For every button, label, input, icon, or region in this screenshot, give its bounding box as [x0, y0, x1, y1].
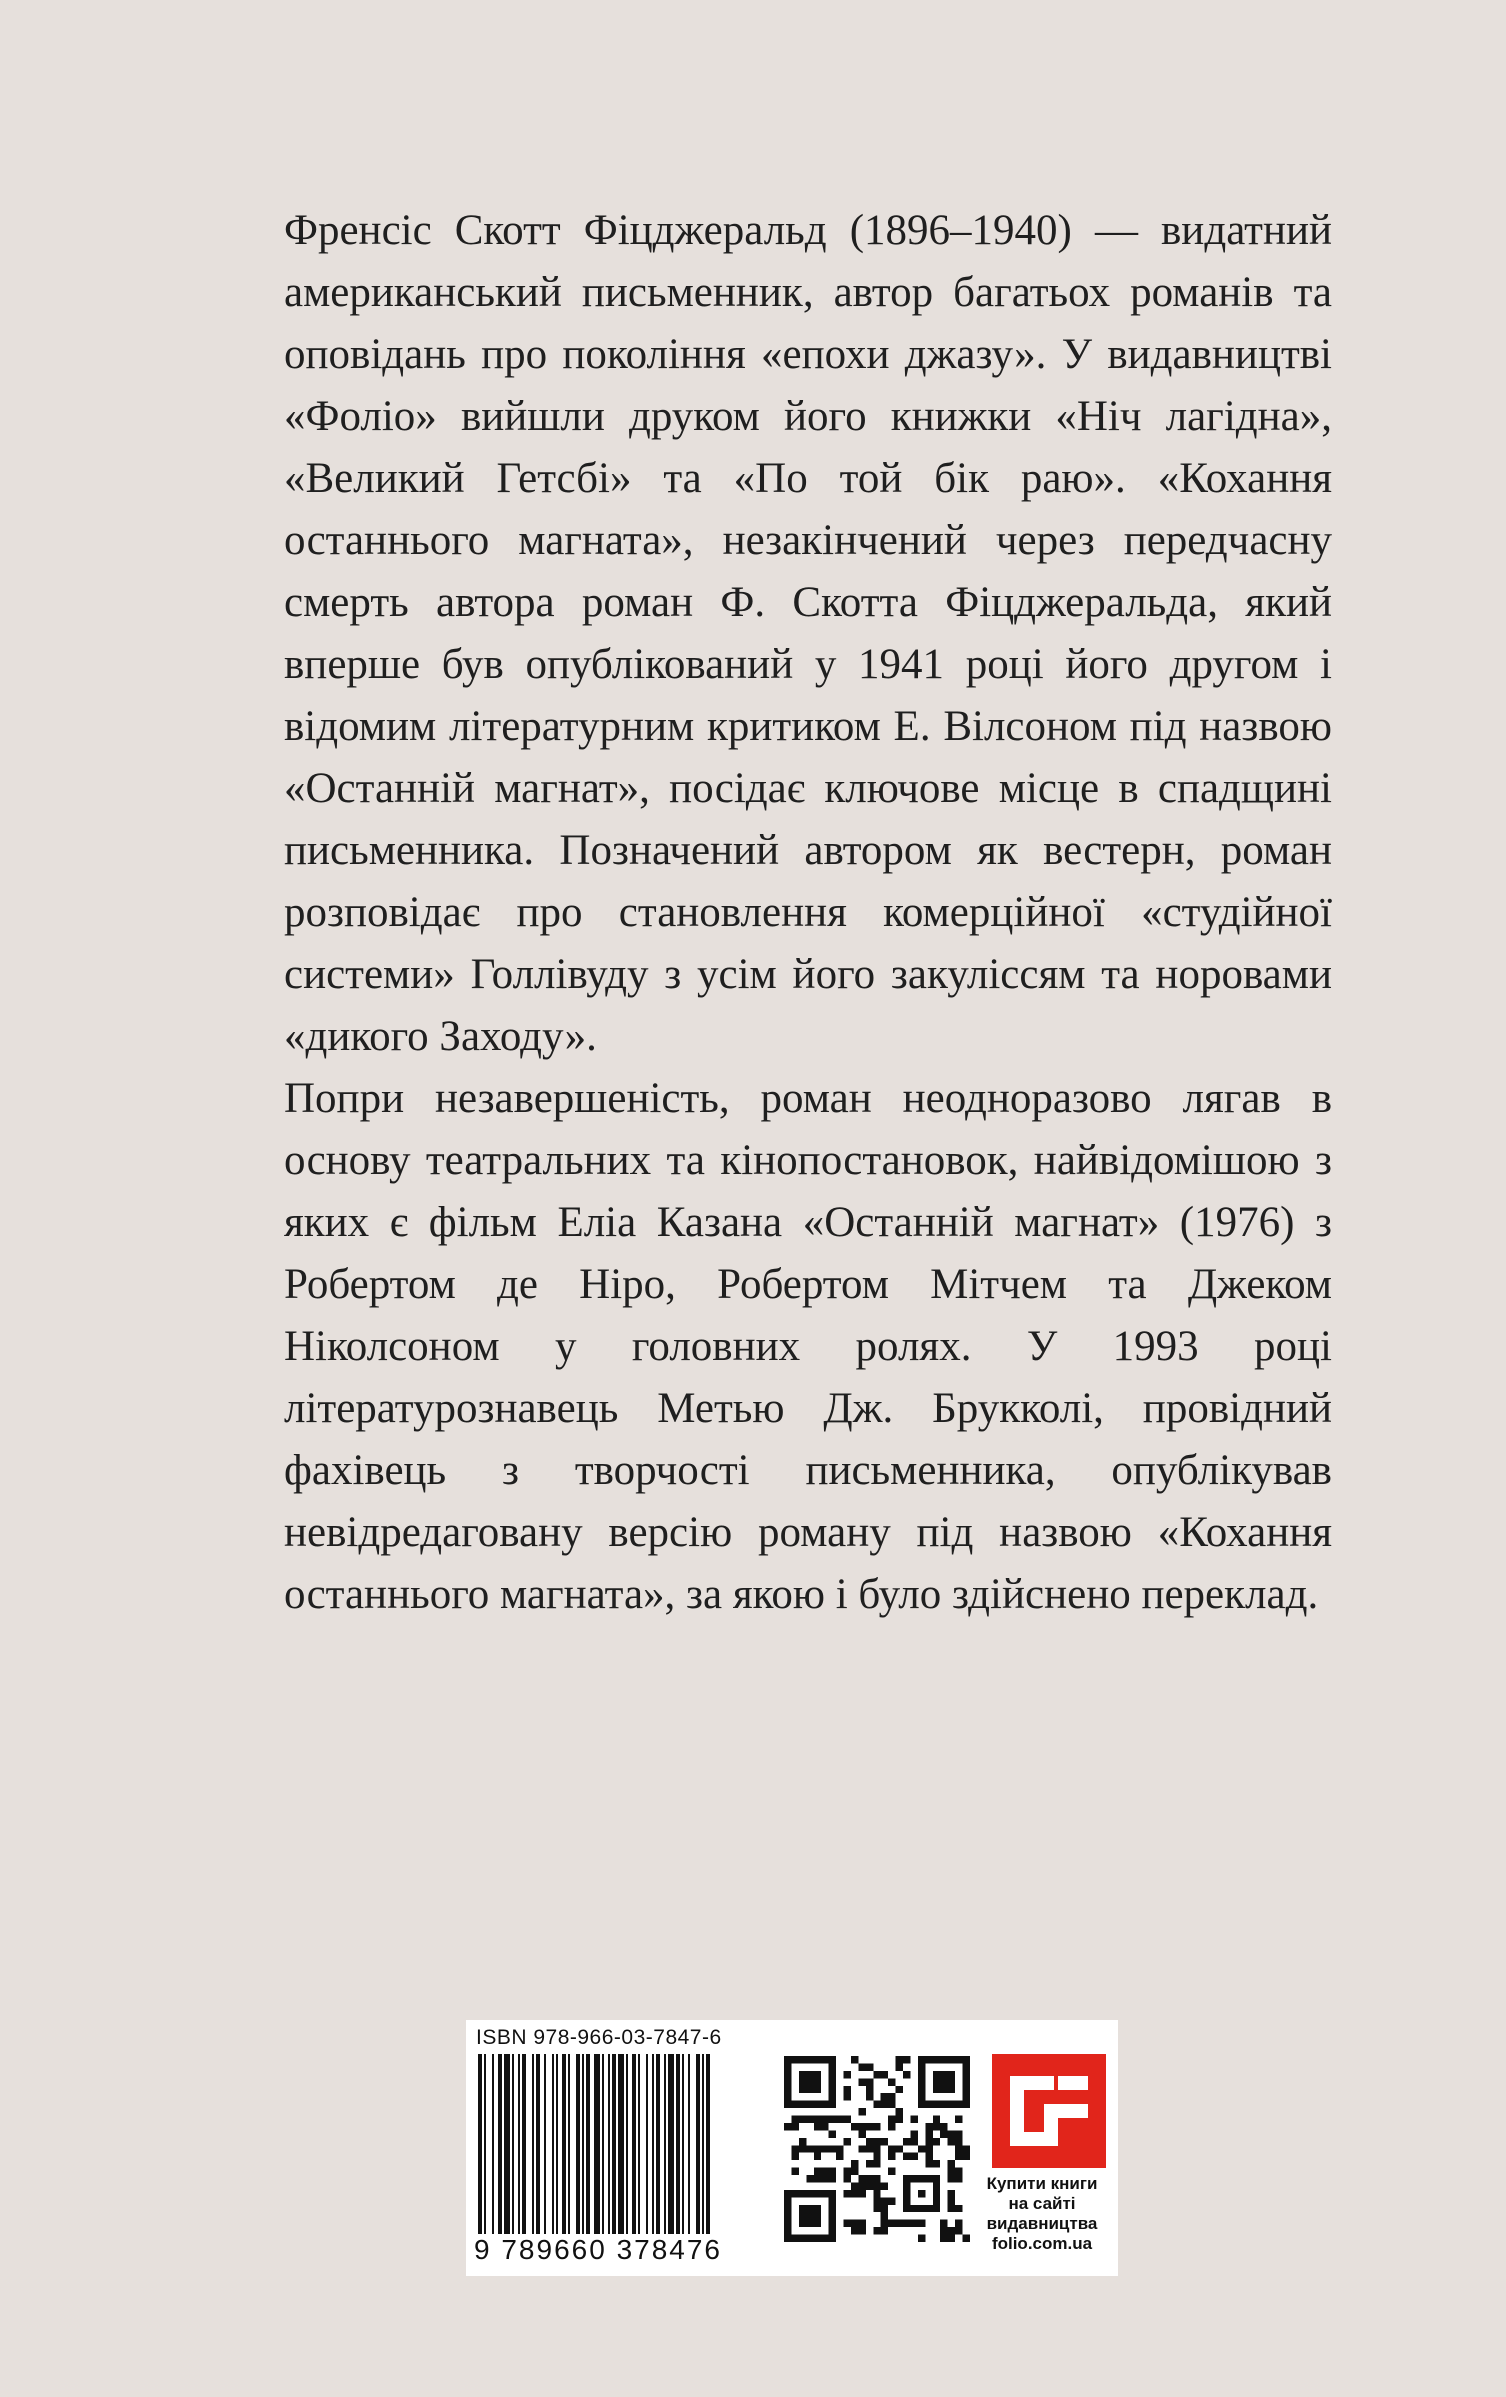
- isbn-label: ISBN 978-966-03-7847-6: [476, 2026, 722, 2049]
- description-paragraph-2: Попри незавершеність, роман неодноразово лягав в основу театральних та кінопостановок, найвідомішою з яких є фільм Еліа Казана «Останній магнат» (1976) з Робертом де Ніро, Робертом Мітчем та Джеком Ніколсоном у головних ролях. У 1993 році літературознавець Метью Дж. Брукколі, провідний фахівець з творчості письменника, опублікував невідредаговану версію роману під назвою «Кохання останнього магната», за якою і було здійснено переклад.: [284, 1075, 1332, 1618]
- description-paragraph-1: Френсіс Скотт Фіцджеральд (1896–1940) — видатний американський письменник, автор багатьох романів та оповідань про покоління «епохи джазу». У видавництві «Фоліо» вийшли друком його книжки «Ніч лагідна», «Великий Гетсбі» та «По той бік раю». «Кохання останнього магната», незакінчений через передчасну смерть автора роман Ф. Скотта Фіцджеральда, який вперше був опублікований у 1941 році його другом і відомим літературним критиком Е. Вілсоном під назвою «Останній магнат», посідає ключове місце в спадщині письменника. Позначений автором як вестерн, роман розповідає про становлення комерційної «студійної системи» Голлівуду з усім його закуліссям та норовами «дикого Заходу».: [284, 207, 1332, 1060]
- publisher-website-link[interactable]: folio.com.ua: [991, 2234, 1093, 2253]
- caption-line: Купити книги: [986, 2174, 1098, 2193]
- qr-code-icon[interactable]: [784, 2056, 970, 2242]
- barcode-digits: 9 789660 378476: [474, 2234, 722, 2265]
- barcode-panel: [466, 2020, 1118, 2276]
- caption-line: на сайті: [1008, 2194, 1076, 2213]
- barcode-icon: [476, 2054, 784, 2234]
- folio-logo-icon: [992, 2054, 1106, 2168]
- book-description: [284, 200, 1332, 1626]
- publisher-caption: [972, 2174, 1112, 2254]
- caption-line: видавництва: [986, 2214, 1098, 2233]
